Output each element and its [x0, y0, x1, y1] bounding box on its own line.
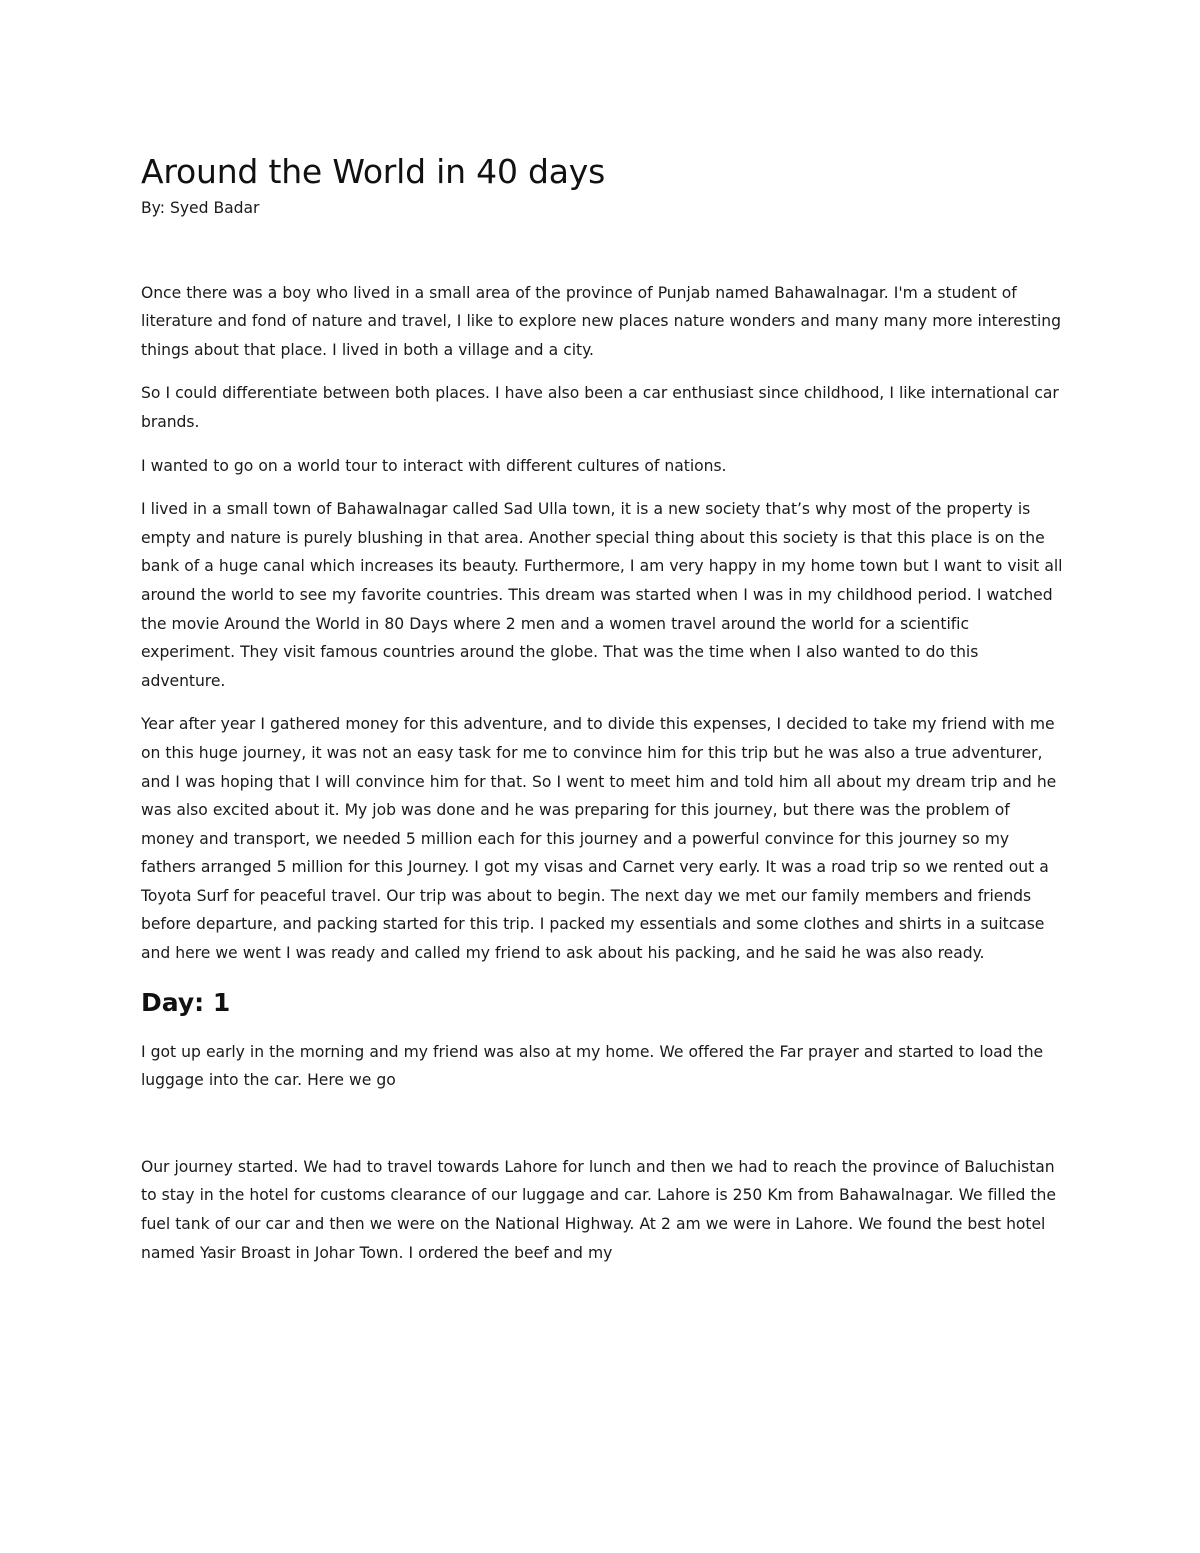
- day-heading: Day: 1: [141, 987, 231, 1017]
- paragraph-intro: Once there was a boy who lived in a small area of the province of Punjab named Bahawalnagar. I'm a student of literature and fond of nature and travel, I like to explore new places nature wonders and many many more interesting things about that place. I lived in both a village and a city.: [141, 283, 1061, 359]
- paragraph-differentiate: So I could differentiate between both places. I have also been a car enthusiast since childhood, I like international car brands.: [141, 384, 1059, 431]
- paragraph-morning: I got up early in the morning and my friend was also at my home. We offered the Far prayer and started to load the luggage into the car. Here we go: [141, 1042, 1044, 1090]
- paragraph-hometown: I lived in a small town of Bahawalnagar called Sad Ulla town, it is a new society that’s why most of the property is empty and nature is purely blushing in that area. Another special thing about this society is that this place is on the bank of a huge canal which increases its beauty. Furthermore, I am very happy in my home town but I want to visit all around the world to see my favorite countries. This dream was started when I was in my childhood period. I watched the movie Around the World in 80 Days where 2 men and a women travel around the world for a scientific experiment. They visit famous countries around the globe. That was the time when I also wanted to do this adventure.: [141, 500, 1063, 690]
- paragraph-journey: Our journey started. We had to travel towards Lahore for lunch and then we had to reach the province of Baluchistan to stay in the hotel for customs clearance of our luggage and car. Lahore is 250 Km from Bahawalnagar. We filled the fuel tank of our car and then we were on the National Highway. At 2 am we were in Lahore. We found the best hotel named Yasir Broast in Johar Town. I ordered the beef and my: [141, 1157, 1056, 1262]
- paragraph-preparation: Year after year I gathered money for this adventure, and to divide this expenses, I decided to take my friend with me on this huge journey, it was not an easy task for me to convince him for this trip but he was also a true adventurer, and I was hoping that I will convince him for that. So I went to meet him and told him all about my dream trip and he was also excited about it. My job was done and he was preparing for this journey, but there was the problem of money and transport, we needed 5 million each for this journey and a powerful convince for this journey so my fathers arranged 5 million for this Journey. I got my visas and Carnet very early. It was a road trip so we rented out a Toyota Surf for peaceful travel. Our trip was about to begin. The next day we met our family members and friends before departure, and packing started for this trip. I packed my essentials and some clothes and shirts in a suitcase and here we went I was ready and called my friend to ask about his packing, and he said he was also ready.: [141, 715, 1057, 963]
- document-body: [141, 150, 1066, 1267]
- author-line: By: Syed Badar: [141, 199, 260, 217]
- document-title: Around the World in 40 days: [141, 152, 606, 191]
- paragraph-world-tour: I wanted to go on a world tour to interact with different cultures of nations.: [141, 456, 727, 475]
